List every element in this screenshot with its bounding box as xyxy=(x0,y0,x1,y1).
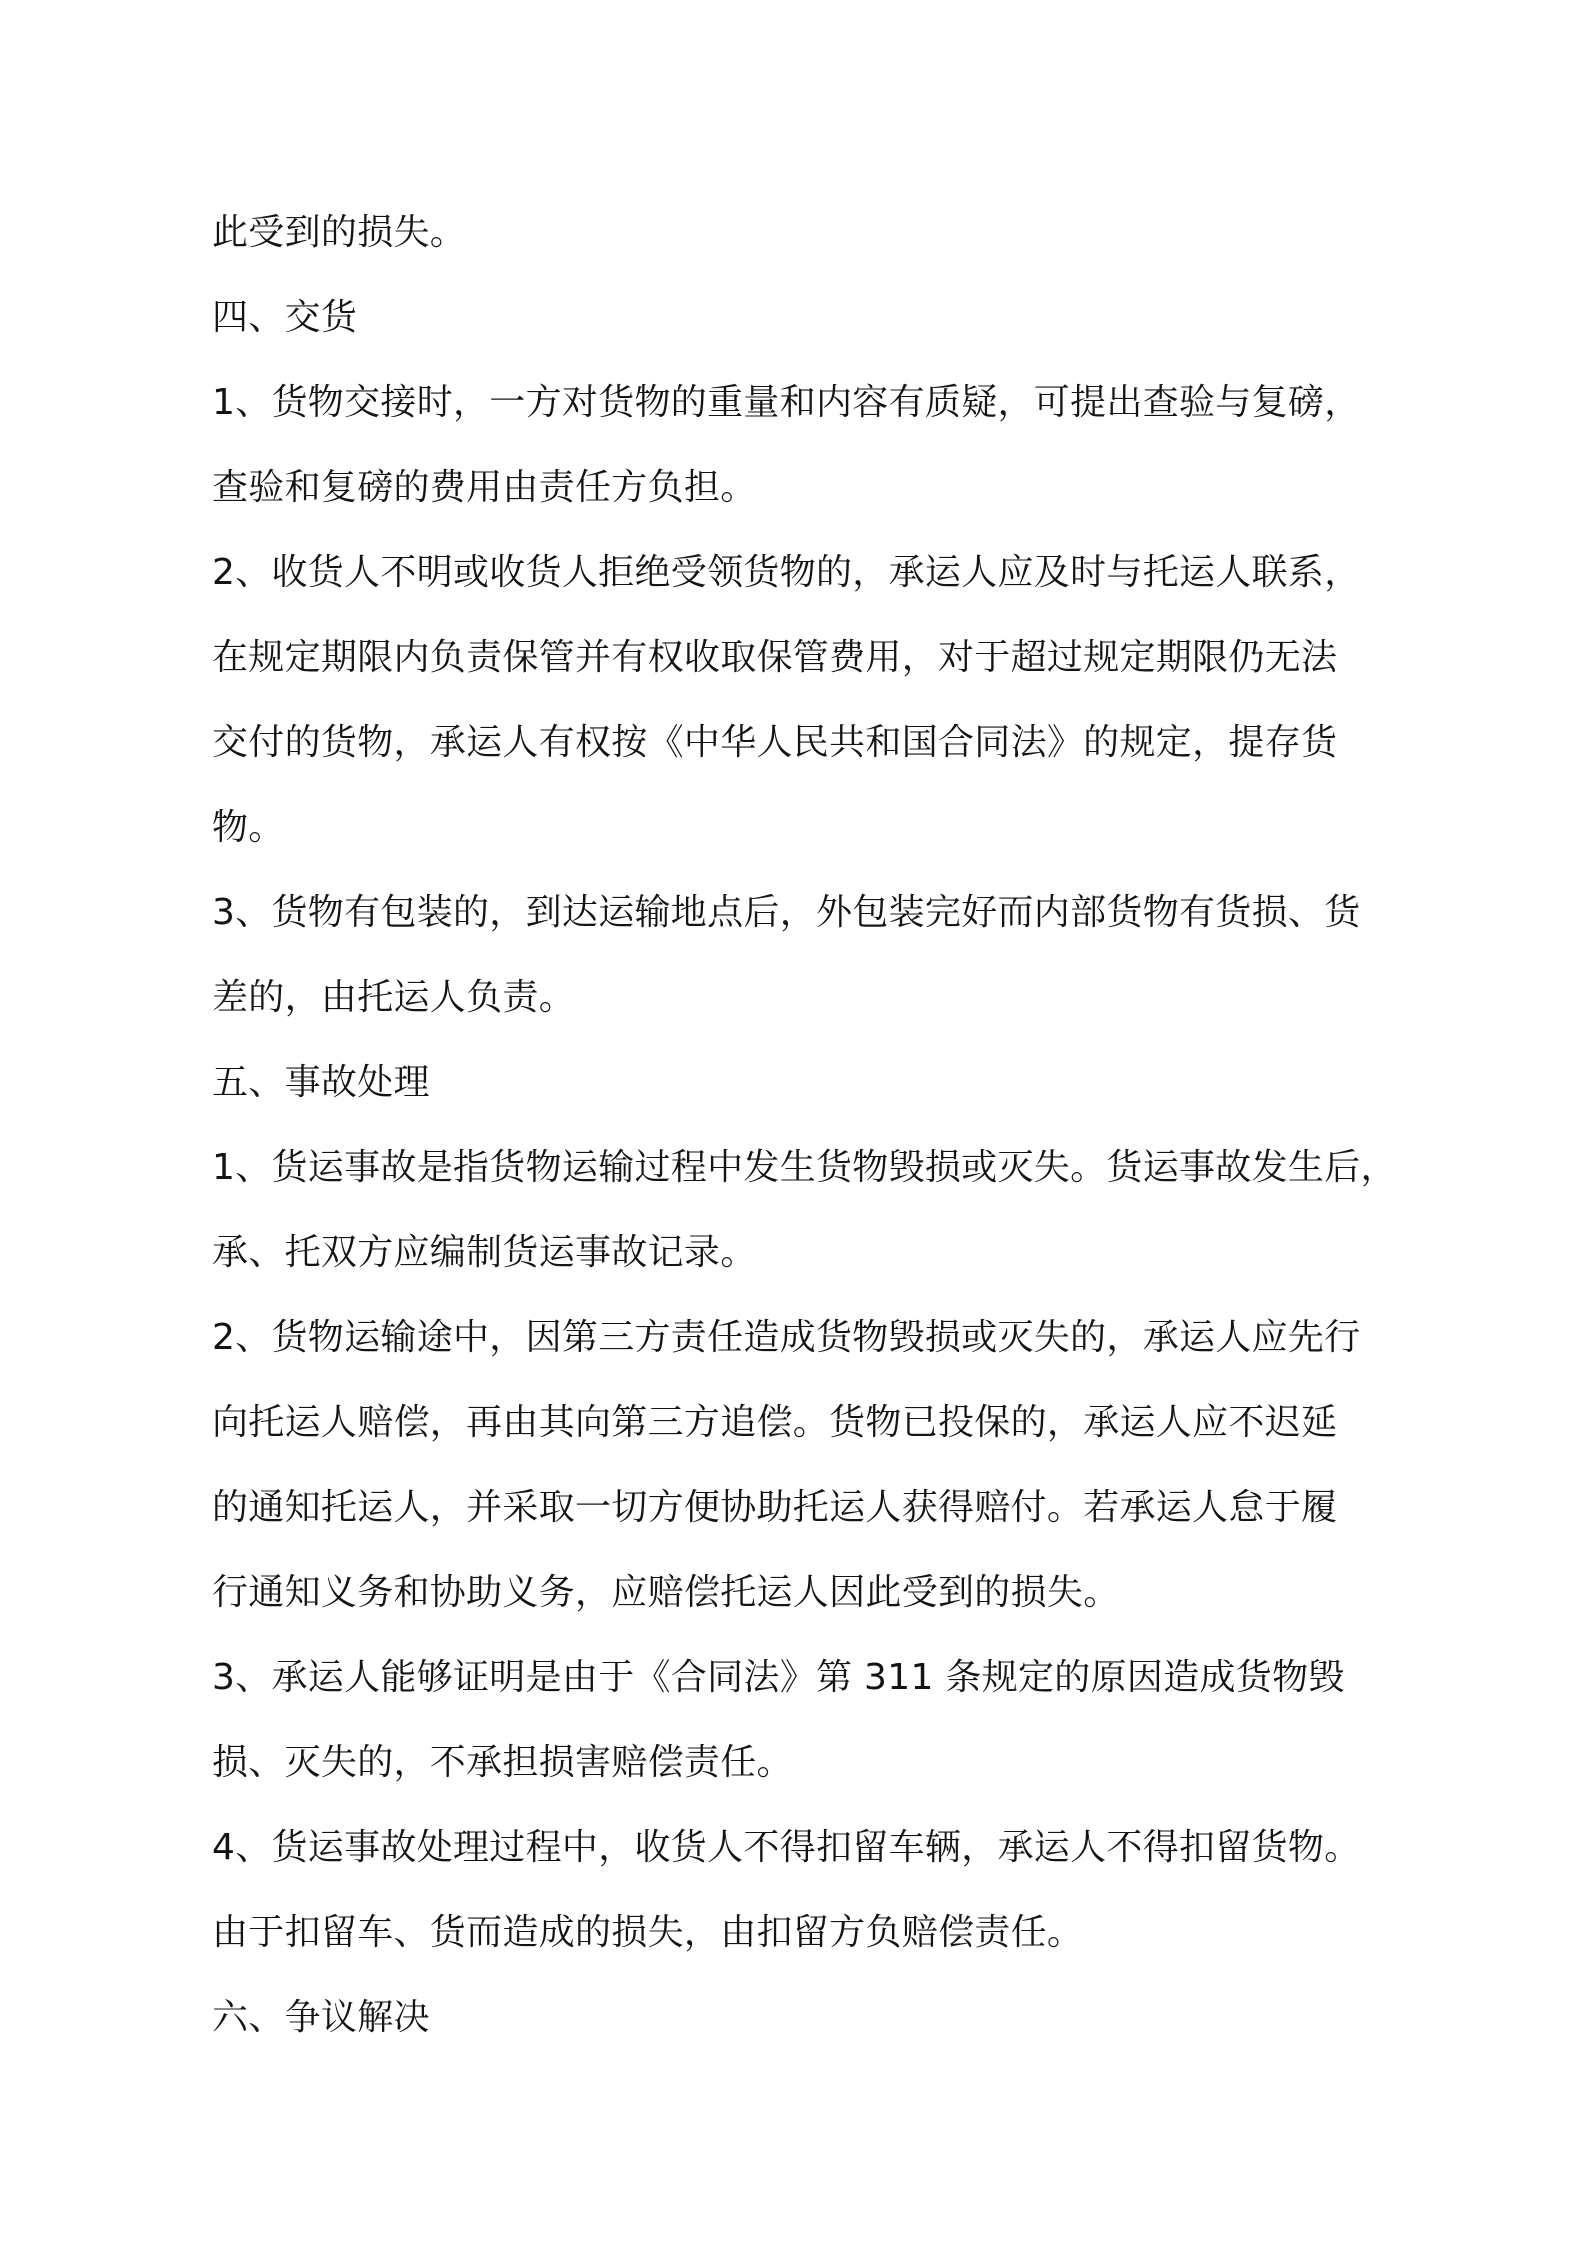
text-line: 2、收货人不明或收货人拒绝受领货物的，承运人应及时与托运人联系， xyxy=(212,552,1361,593)
text-line: 由于扣留车、货而造成的损失，由扣留方负赔偿责任。 xyxy=(212,1912,1084,1953)
text-line: 此受到的损失。 xyxy=(212,212,467,253)
text-line: 2、货物运输途中，因第三方责任造成货物毁损或灭失的，承运人应先行 xyxy=(212,1317,1361,1358)
section-heading-accident: 五、事故处理 xyxy=(212,1062,430,1103)
text-line: 3、承运人能够证明是由于《合同法》第 311 条规定的原因造成货物毁 xyxy=(212,1657,1345,1698)
text-line: 向托运人赔偿，再由其向第三方追偿。货物已投保的，承运人应不迟延 xyxy=(212,1402,1338,1443)
section-heading-dispute: 六、争议解决 xyxy=(212,1997,430,2038)
section-heading-delivery: 四、交货 xyxy=(212,297,358,338)
text-line: 的通知托运人，并采取一切方便协助托运人获得赔付。若承运人怠于履 xyxy=(212,1487,1338,1528)
text-line: 1、货物交接时，一方对货物的重量和内容有质疑，可提出查验与复磅， xyxy=(212,382,1361,423)
text-line: 承、托双方应编制货运事故记录。 xyxy=(212,1232,757,1273)
text-line: 行通知义务和协助义务，应赔偿托运人因此受到的损失。 xyxy=(212,1572,1120,1613)
text-line: 1、货运事故是指货物运输过程中发生货物毁损或灭失。货运事故发生后， xyxy=(212,1147,1397,1188)
text-line: 4、货运事故处理过程中，收货人不得扣留车辆，承运人不得扣留货物。 xyxy=(212,1827,1361,1868)
text-line: 查验和复磅的费用由责任方负担。 xyxy=(212,467,757,508)
document-body xyxy=(212,190,1396,2060)
text-line: 3、货物有包装的，到达运输地点后，外包装完好而内部货物有货损、货 xyxy=(212,892,1361,933)
text-line: 差的，由托运人负责。 xyxy=(212,977,576,1018)
text-line: 物。 xyxy=(212,807,285,848)
text-line: 损、灭失的，不承担损害赔偿责任。 xyxy=(212,1742,793,1783)
text-line: 交付的货物，承运人有权按《中华人民共和国合同法》的规定，提存货 xyxy=(212,722,1338,763)
text-line: 在规定期限内负责保管并有权收取保管费用，对于超过规定期限仍无法 xyxy=(212,637,1338,678)
